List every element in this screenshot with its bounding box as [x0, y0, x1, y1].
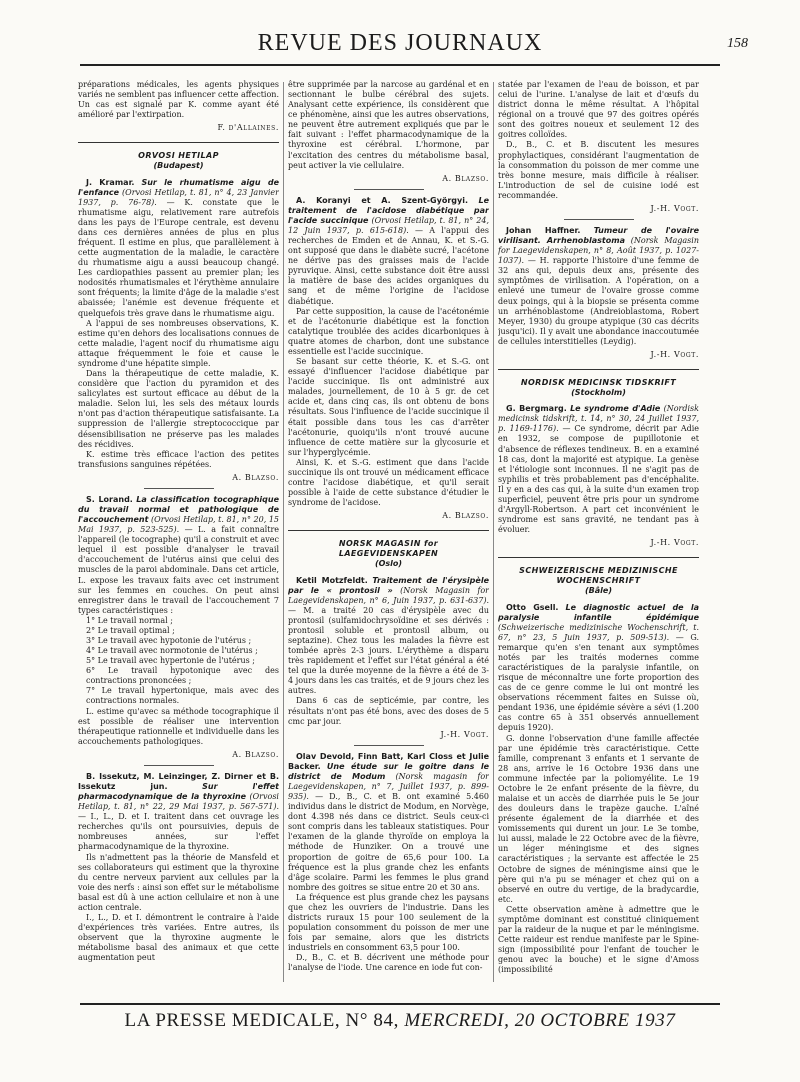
- signature: J.-H. Vogt.: [650, 203, 699, 213]
- article-authors: Ketil Motzfeldt.: [296, 575, 368, 585]
- signature: A. Blazso.: [232, 472, 279, 482]
- article: [498, 603, 699, 976]
- list-item: 7° Le travail hypertonique, mais avec des contractions normales.: [86, 686, 279, 706]
- paragraph: L. estime qu'avec sa méthode tocographique il est possible de réaliser une intervention thérapeutique rationnelle et individuelle dans les accouchements pathologiques.: [78, 706, 279, 746]
- article-citation: (Norsk Magasin for Laegevidenskapen, n° 6, Juin 1937, p. 631-637).: [288, 585, 489, 605]
- article-text: — K. constate que le rhumatisme aigu, relativement rare autrefois dans les pays de l'Europe centrale, est devenu dans ces dernières années de plus en plus fréquent. Il estime en plus, que parallèlement à cette augmentation de la maladie, le caractère du rhumatisme aigu a aussi beaucoup changé. Les cardiopathies passent au premier plan; les nodosités rhumatismales et l'érythème annulaire sont fréquents; la limite d'âge de la maladie s'est abaissée; l'anémie est devenue fréquente et quelquefois très grave dans le rhumatisme aigu.: [78, 197, 279, 318]
- journal-city: (Budapest): [153, 161, 204, 171]
- article-authors: B. Issekutz, M. Leinzinger, Z. Dirner et B. Issekutz jun.: [78, 771, 279, 791]
- article-text: — L. a fait connaître l'appareil (le tocographe) qu'il a construit et avec lequel il est possible d'analyser le travail d'accouchement de l'utérus ainsi que celui des muscles de la paroi abdominale. Dans cet article, L. expose les travaux faits avec cet instrument sur les femmes en couches. On peut ainsi enregistrer dans le travail de l'accouchement 7 types caractéristiques :: [78, 525, 279, 615]
- list-item: 1° Le travail normal ;: [86, 615, 173, 625]
- paragraph: A l'appui de ses nombreuses observations, K. estime qu'en dehors des localisations connues de cette maladie, l'agent nocif du rhumatisme aigu attaque fréquemment le foie et cause le syndrome d'une hépatite simple.: [78, 318, 279, 368]
- paragraph: La fréquence est plus grande chez les paysans que chez les ouvriers de l'industrie. Dans les districts ruraux 15 pour 100 seulement de la population consomment du poisson de mer une fois par semaine, alors que les districts industriels en consomment 63,5 pour 100.: [288, 892, 489, 953]
- column-middle: [288, 80, 489, 996]
- article-title: Traitement de l'érysipèle par le « prontosil »: [288, 575, 489, 595]
- article-authors: A. Koranyi et A. Szent-Györgyi.: [296, 195, 469, 205]
- paragraph: Par cette supposition, la cause de l'acétonémie et de l'acétonurie diabétique est la fonction catalytique troublée des acides dicarboniques à quatre atomes de charbon, dont une substance essentielle est l'acide succinique.: [288, 306, 489, 356]
- article-citation: (Orvosi Hetilap, t. 81, n° 20, 15 Mai 1937, p. 523-525).: [78, 515, 279, 535]
- page-number: 158: [727, 36, 748, 51]
- list-item: 6° Le travail hypotonique avec des contractions prononcées ;: [86, 666, 279, 686]
- paragraph: Dans 6 cas de septicémie, par contre, les résultats n'ont pas été bons, avec des doses de 5 cmc par jour.: [288, 696, 489, 726]
- signature: A. Blazso.: [442, 511, 489, 521]
- article-title: Le traitement de l'acidose diabétique par l'acide succinique: [288, 195, 489, 225]
- article-citation: (Orvosi Hetilap, t. 81, n° 4, 23 Janvier 1937, p. 76-78).: [78, 187, 279, 207]
- journal-title: ORVOSI HETILAP: [138, 151, 219, 161]
- paragraph: D., B., C. et B. discutent les mesures prophylactiques, considérant l'augmentation de la consommation du poisson de mer comme une très bonne mesure, mais difficile à réaliser. L'introduction de sel de cuisine iodé est recommandée.: [498, 140, 699, 200]
- article-title: La classification tocographique du travail normal et pathologique de l'accouchement: [78, 494, 279, 525]
- paragraph: Ainsi, K. et S.-G. estiment que dans l'acide succinique ils ont trouvé un médicament efficace contre l'acidose diabétique, et qu'il serait possible à l'aide de cette substance d'étudier le syndrome de l'acidose.: [288, 457, 489, 508]
- article-text: — I., L., D. et I. traitent dans cet ouvrage les recherches qu'ils ont poursuivies, depuis de nombreuses années, sur l'effet pharmacodynamique de la thyroxine.: [78, 812, 279, 852]
- paragraph: D., B., C. et B. décrivent une méthode pour l'analyse de l'iode. Une carence en iode fut con-: [288, 953, 489, 973]
- article: [78, 772, 279, 963]
- article: [78, 178, 279, 483]
- article-separator: [144, 765, 214, 766]
- article-authors: G. Bergmarg.: [506, 404, 567, 414]
- article-citation: (Schweizerische medizinische Wochenschrift, t. 67, n° 23, 5 Juin 1937, p. 509-513).: [498, 622, 699, 642]
- article-text: — M. a traité 20 cas d'érysipèle avec du prontosil (sulfamidochrysoïdine et ses dérivés : prontosil soluble et prontosil album, ou septazine). Chez tous les malades la fièvre est tombée après 2-3 jours. L'érythème a disparu très rapidement et l'effet sur l'état général a été tel que la durée moyenne de la fièvre a été de 3-4 jours dans les cas traités, et de 9 jours chez les autres.: [288, 605, 489, 696]
- footer-date: MERCREDI, 20 OCTOBRE 1937: [404, 1010, 676, 1031]
- paragraph: K. estime très efficace l'action des petites transfusions sanguines répétées.: [78, 449, 279, 469]
- article-citation: (Nordisk medicinsk tidskrift, t. 14, n° 30, 24 Juillet 1937, p. 1169-1176).: [498, 404, 699, 434]
- running-header-title: REVUE DES JOURNAUX: [257, 30, 543, 56]
- journal-heading: [78, 151, 279, 171]
- signature: J.-H. Vogt.: [650, 349, 699, 359]
- section-rule: [498, 369, 699, 370]
- footer-journal: LA PRESSE MEDICALE,: [124, 1010, 341, 1031]
- journal-city: (Stockholm): [571, 388, 626, 398]
- paragraph: Cette observation amène à admettre que le symptôme dominant est constitué cliniquement par la raideur de la nuque et par le méningisme. Cette raideur est rendue manifeste par le Spine-sign (impossibilité pour l'enfant de toucher le genou avec la bouche) et le signe d'Amoss (impossibilité: [498, 904, 699, 975]
- article: [288, 196, 489, 522]
- paragraph: préparations médicales, les agents physiques variés ne semblent pas influencer cette affection. Un cas est signalé par K. comme ayant été amélioré par l'extirpation.: [78, 80, 279, 120]
- list-item: 4° Le travail avec normotonie de l'utérus ;: [86, 646, 258, 656]
- article-title: Le syndrome d'Adie: [570, 404, 661, 414]
- footer-issue: N° 84,: [345, 1010, 399, 1031]
- footer-rule: [80, 1003, 720, 1005]
- article-authors: Olav Devold, Finn Batt, Karl Closs et Julie Backer.: [288, 751, 489, 771]
- article-title: Le diagnostic actuel de la paralysie infantile épidémique: [498, 602, 699, 622]
- article: [288, 576, 489, 740]
- article-separator: [354, 189, 424, 190]
- article-title: Sur le rhumatisme aigu de l'enfance: [78, 177, 279, 197]
- article-columns: [78, 80, 726, 996]
- running-footer: [0, 1010, 800, 1032]
- signature: A. Blazso.: [442, 173, 489, 183]
- article: [498, 404, 699, 548]
- paragraph: G. donne l'observation d'une famille affectée par une épidémie très caractéristique. Cette famille, comprenant 3 enfants et 1 servante de 28 ans, arrive le 16 Octobre 1936 dans une commune infectée par la poliomyélite. Le 19 Octobre le 2e enfant présente de la fièvre, du malaise et un accès de diarrhée puis le 5e jour des douleurs dans le trapèze gauche. L'aîné présente également de la diarrhée et des vomissements qui durent un jour. Le 3e tombe, lui aussi, malade le 22 Octobre avec de la fièvre, un léger méningisme et des signes caractéristiques ; la servante est affectée le 25 Octobre de signes de méningisme ainsi que le père qui n'a pu se ménager et chez qui on a observé en outre du vertige, de la bradycardie, etc.: [498, 733, 699, 904]
- article-citation: (Norsk Magasin for Laegevidenskapen, n° 8, Août 1937, p. 1027-1037).: [498, 236, 699, 266]
- article-citation: (Norsk magasin for Laegevidenskapen, n° 7, Juillet 1937, p. 899-935).: [288, 771, 489, 802]
- journal-heading: [288, 539, 489, 569]
- paragraph: Ils n'admettent pas la théorie de Mansfeld et ses collaborateurs qui estiment que la thyroxine du centre nerveux parvient aux cellules par la voie des nerfs : ainsi son effet sur le métabolisme basal est dû à une action cellulaire et non à une action centrale.: [78, 852, 279, 912]
- list-item: 2° Le travail optimal ;: [86, 625, 175, 635]
- journal-title: NORSK MAGASIN for LAEGEVIDENSKAPEN: [338, 539, 439, 559]
- article-title: Sur l'effet pharmacodynamique de la thyroxine: [78, 782, 279, 802]
- journal-heading: [498, 566, 699, 596]
- article-separator: [564, 219, 634, 220]
- article-title: Tumeur de l'ovaire virilisant. Arrhenoblastoma: [498, 226, 699, 246]
- article-separator: [354, 745, 424, 746]
- paragraph: Se basant sur cette théorie, K. et S.-G. ont essayé d'influencer l'acidose diabétique par l'acide succinique. Ils ont administré aux malades, journellement, de 10 à 5 gr. de cet acide et, dans cinq cas, ils ont obtenu de bons résultats. Sous l'influence de l'acide succinique il était possible dans tous les cas d'arrêter l'acétonurie, quoiqu'ils n'ont trouvé aucune influence de cette matière sur la glycosurie et sur l'hyperglycémie.: [288, 357, 489, 457]
- journal-title: SCHWEIZERISCHE MEDIZINISCHE WOCHENSCHRIFT: [519, 566, 678, 586]
- article-text: — D., B., C. et B. ont examiné 5.460 individus dans le district de Modum, en Norvège, dont 4.398 nés dans ce district. Seuls ceux-ci sont compris dans les tableaux statistiques. Pour l'examen de la glande thyroïde on employa la méthode de Hunziker. On a trouvé une proportion de goitre de 65,6 pour 100. La fréquence est la plus grande chez les enfants d'âge scolaire. Parmi les femmes le plus grand nombre des goitres se situe entre 20 et 30 ans.: [288, 792, 489, 892]
- journal-title: NORDISK MEDICINSK TIDSKRIFT: [520, 378, 677, 388]
- section-rule: [288, 530, 489, 531]
- article-authors: J. Kramar.: [86, 177, 135, 187]
- article-text: — A l'appui des recherches de Emden et de Annau, K. et S.-G. ont supposé que dans le diabète sucré, l'acétone ne dérive pas des graisses mais de l'acide pyruvique. Ainsi, cette substance doit être aussi la matière de base des acides organiques du sang et de même l'origine de l'acidose diabétique.: [288, 226, 489, 306]
- article-separator: [144, 488, 214, 489]
- journal-city: (Oslo): [374, 559, 403, 569]
- header-rule: [80, 64, 720, 66]
- signature: J.-H. Vogt.: [440, 729, 489, 739]
- journal-city: (Bâle): [585, 586, 612, 596]
- paragraph: statée par l'examen de l'eau de boisson, et par celui de l'urine. L'analyse de lait et d'œufs du district donna le même résultat. A l'hôpital régional on a trouvé que 97 des goitres opérés sont des goitres noueux et seulement 12 des goitres colloïdes.: [498, 80, 699, 140]
- signature: J.-H. Vogt.: [650, 538, 699, 548]
- article: [288, 752, 489, 974]
- paragraph: être supprimée par la narcose au gardénal et en sectionnant le bulbe cérébral des sujets. Analysant cette expérience, ils considèrent que ce phénomène, ainsi que les autres observations, ne peuvent être autrement expliqués que par le fait suivant : l'effet pharmacodynamique de la thyroxine est cérébral. L'hormone, par l'excitation des centres du métabolisme basal, peut activer la vie cellulaire.: [288, 80, 489, 170]
- article-authors: S. Lorand.: [86, 494, 133, 504]
- article-text: — H. rapporte l'histoire d'une femme de 32 ans qui, depuis deux ans, présente des symptômes de virilisation. A l'opération, on a enlevé une tumeur de l'ovaire grosse comme deux poings, qui à la biopsie se présenta comme un arrhénoblastome (Andreioblastoma, Robert Meyer, 1930) du groupe atypique (30 cas décrits jusqu'ici). Il y avait une abondance inaccoutumée de cellules interstitielles (Leydig).: [498, 256, 699, 346]
- article-text: — G. remarque qu'en s'en tenant aux symptômes notés par les traités modernes comme caractéristiques de la paralysie infantile, on risque de méconnaître une forte proportion des cas de ce genre comme le lui ont montré les observations récemment faites en Suisse où, pendant 1936, une épidémie sévère a sévi (1.200 cas contre 65 à 351 observés annuellement depuis 1920).: [498, 632, 699, 733]
- signature: F. d'Allaines.: [217, 123, 279, 133]
- article: [498, 226, 699, 360]
- list-item: 3° Le travail avec hypotonie de l'utérus ;: [86, 635, 252, 645]
- signature: A. Blazso.: [232, 749, 279, 759]
- article-authors: Johan Haffner.: [506, 226, 581, 236]
- article-authors: Otto Gsell.: [506, 602, 559, 612]
- column-right: [498, 80, 699, 996]
- section-rule: [78, 142, 279, 143]
- journal-heading: [498, 378, 699, 398]
- article-citation: (Orvosi Hetilap, t. 81, n° 22, 29 Mai 1937, p. 567-571).: [78, 792, 279, 812]
- article-title: Une étude sur le goitre dans le district de Modum: [288, 761, 489, 781]
- article-text: — Ce syndrome, décrit par Adie en 1932, se compose de pupillotonie et d'absence de réflexes tendineux. B. en a examiné 18 cas, dont la majorité est atypique. La genèse et l'étiologie sont inconnues. Il ne s'agit pas de syphilis et très probablement pas d'encéphalite. Il y en a des cas qui, à la suite d'un examen trop superficiel, peuvent être pris pour un syndrome d'Argyll-Robertson. A part cet inconvénient le syndrome est sans gravité, ne tendant pas à évoluer.: [498, 424, 699, 535]
- list-item: 5° Le travail avec hypertonie de l'utérus ;: [86, 656, 255, 666]
- column-left: [78, 80, 279, 996]
- section-rule: [498, 557, 699, 558]
- article-citation: (Orvosi Hetilap, t. 81, n° 24, 12 Juin 1937, p. 615-618).: [288, 215, 489, 236]
- article: [78, 495, 279, 760]
- paragraph: Dans la thérapeutique de cette maladie, K. considère que l'action du pyramidon et des salicylates est surtout efficace au début de la maladie. Selon lui, les sels des métaux lourds n'ont pas d'action thérapeutique satisfaisante. La suppression de l'allergie streptococcique par désensibilisation ne préserve pas les malades des récidives.: [78, 369, 279, 449]
- paragraph: I., L., D. et I. démontrent le contraire à l'aide d'expériences très variées. Entre autres, ils observent que la thyroxine augmente le métabolisme basal des animaux et que cette augmentation peut: [78, 913, 279, 963]
